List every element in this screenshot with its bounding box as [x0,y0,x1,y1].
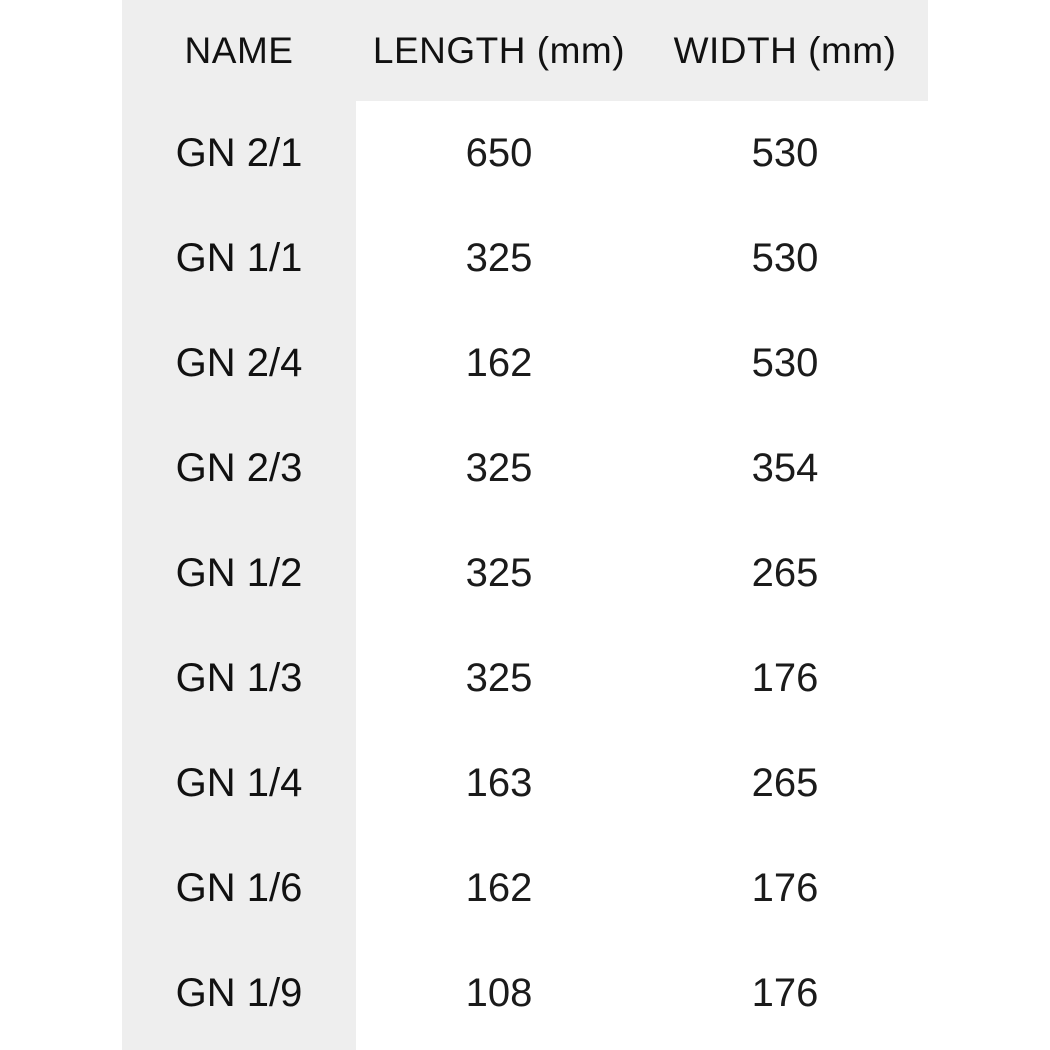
table-row [122,416,928,521]
cell-name: GN 2/1 [175,131,303,175]
cell-length: 325 [465,236,533,280]
cell-name: GN 2/4 [175,341,303,385]
cell-width: 176 [751,866,819,910]
cell-length: 325 [465,656,533,700]
table-row [122,206,928,311]
table-row [122,731,928,836]
column-header-length: LENGTH (mm) [372,29,626,71]
column-header-width: WIDTH (mm) [673,29,897,71]
cell-length: 163 [465,761,533,805]
cell-length: 162 [465,341,533,385]
cell-width: 530 [751,341,819,385]
cell-width: 176 [751,656,819,700]
table-header-row [122,0,928,101]
cell-length: 650 [465,131,533,175]
table-row [122,941,928,1046]
table-row [122,626,928,731]
gn-size-table [122,0,928,1046]
table-row [122,101,928,206]
table-header [122,0,928,101]
cell-length: 162 [465,866,533,910]
column-header-name: NAME [184,29,294,71]
table-row [122,521,928,626]
cell-name: GN 1/1 [175,236,303,280]
cell-length: 325 [465,551,533,595]
cell-width: 265 [751,551,819,595]
cell-name: GN 1/4 [175,761,303,805]
cell-width: 530 [751,131,819,175]
cell-length: 108 [465,971,533,1015]
cell-width: 530 [751,236,819,280]
cell-width: 354 [751,446,819,490]
table-body [122,101,928,1046]
cell-width: 265 [751,761,819,805]
cell-width: 176 [751,971,819,1015]
cell-name: GN 1/2 [175,551,303,595]
table-row [122,836,928,941]
cell-name: GN 1/3 [175,656,303,700]
table-row [122,311,928,416]
cell-length: 325 [465,446,533,490]
cell-name: GN 1/6 [175,866,303,910]
cell-name: GN 1/9 [175,971,303,1015]
cell-name: GN 2/3 [175,446,303,490]
